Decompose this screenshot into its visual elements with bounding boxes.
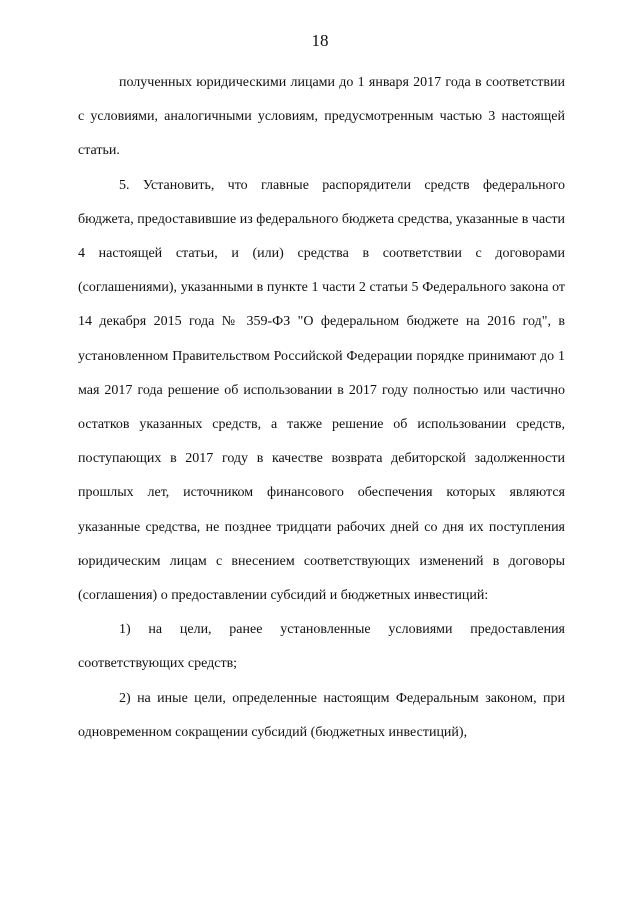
paragraph-subitem-1: 1) на цели, ранее установленные условиями предоставления соответствующих средств; bbox=[78, 622, 565, 672]
document-body bbox=[78, 66, 565, 750]
paragraph-subitem-2: 2) на иные цели, определенные настоящим Федеральным законом, при одновременном сокращении субсидий (бюджетных инвестиций), bbox=[78, 690, 565, 740]
paragraph-continuation: полученных юридическими лицами до 1 января 2017 года в соответствии с условиями, аналогичными условиям, предусмотренным частью 3 настоящей статьи. bbox=[78, 75, 565, 159]
paragraph-item-5: 5. Установить, что главные распорядители средств федерального бюджета, предоставившие из федерального бюджета средства, указанные в части 4 настоящей статьи, и (или) средства в соответствии с договорами (соглашениями), указанными в пункте 1 части 2 статьи 5 Федерального закона от 14 декабря 2015 года № 359-ФЗ "О федеральном бюджете на 2016 год", в установленном Правительством Российской Федерации порядке принимают до 1 мая 2017 года решение об использовании в 2017 году полностью или частично остатков указанных средств, а также решение об использовании средств, поступающих в 2017 году в качестве возврата дебиторской задолженности прошлых лет, источником финансового обеспечения которых являются указанные средства, не позднее тридцати рабочих дней со дня их поступления юридическим лицам с внесением соответствующих изменений в договоры (соглашения) о предоставлении субсидий и бюджетных инвестиций: bbox=[78, 177, 565, 604]
page-number: 18 bbox=[311, 31, 329, 50]
